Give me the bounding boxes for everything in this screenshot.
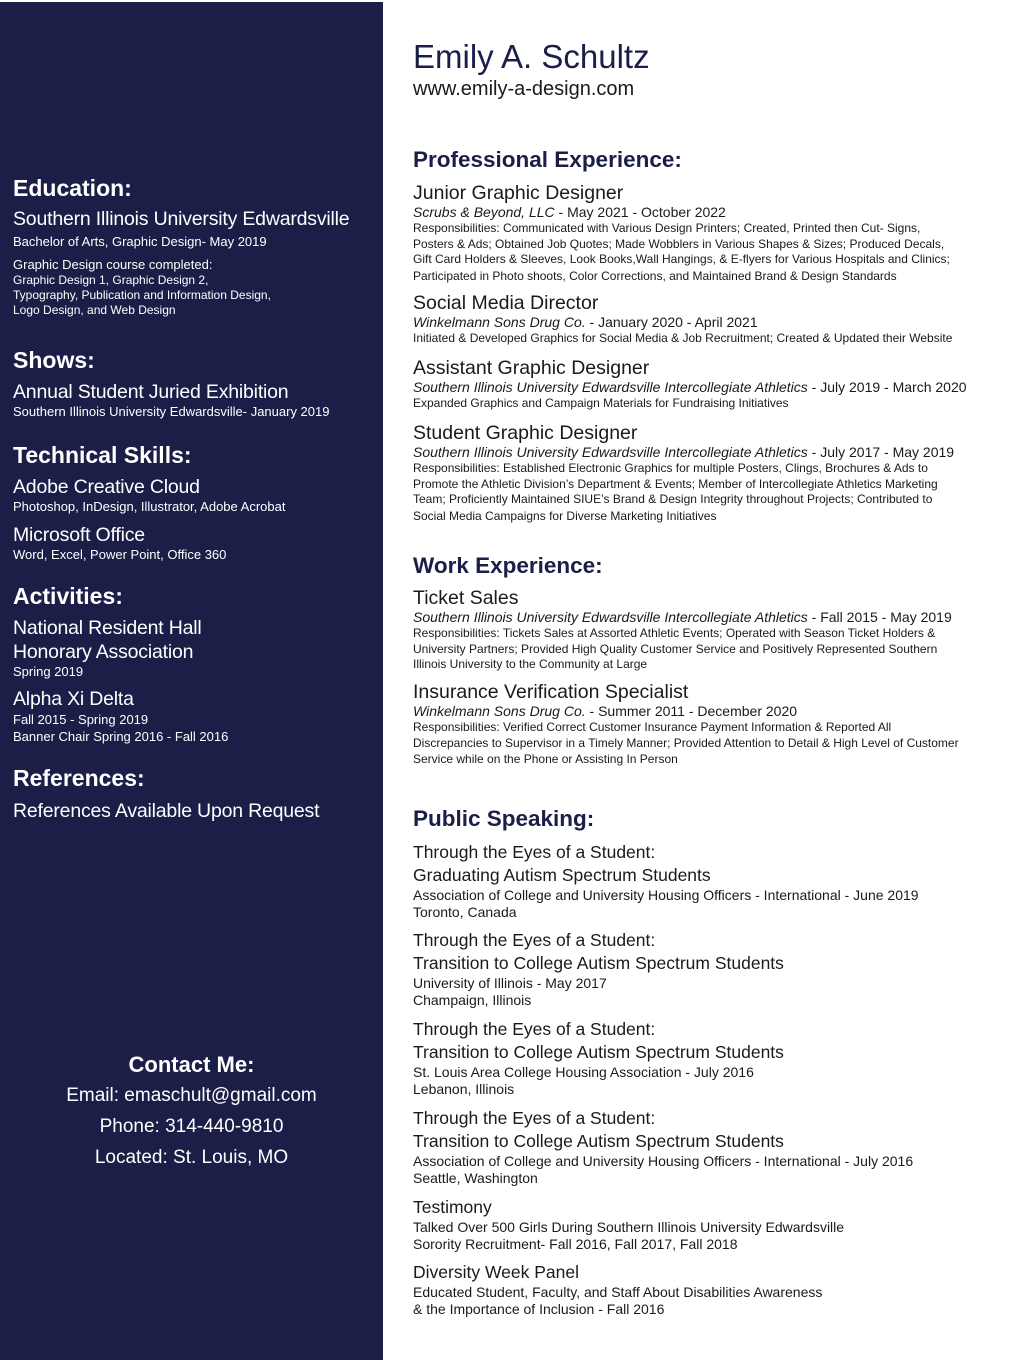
speaking-entry [413,929,1013,1009]
activities-heading: Activities: [13,583,123,609]
job-org: Scrubs & Beyond, LLC [413,204,555,220]
job-dates: - Summer 2011 - December 2020 [585,703,798,719]
professional-heading: Professional Experience: [413,147,682,172]
job-entry [413,358,1013,412]
job-title: Insurance Verification Specialist [413,681,689,703]
education-heading: Education: [13,175,132,201]
job-org: Southern Illinois University Edwardsville Intercollegiate Athletics [413,444,808,460]
speaking-heading: Public Speaking: [413,806,595,831]
skills-heading: Technical Skills: [13,442,192,468]
speaking-detail: University of Illinois - May 2017 [413,975,607,991]
speaking-title: Through the Eyes of a Student: [413,1108,656,1128]
speaking-entry [413,1018,1013,1098]
skill-detail: Photoshop, InDesign, Illustrator, Adobe Acrobat [13,499,286,514]
speaking-title: Graduating Autism Spectrum Students [413,865,711,885]
activity-detail: Fall 2015 - Spring 2019 [13,712,149,727]
job-desc-line: University Partners; Provided High Quality Customer Service and Positively Represented Southern [413,641,938,656]
speaking-title: Through the Eyes of a Student: [413,930,656,950]
activity-detail: Spring 2019 [13,664,84,679]
skill-title: Microsoft Office [13,524,145,546]
education-degree: Bachelor of Arts, Graphic Design- May 2019 [13,234,267,249]
speaking-detail: St. Louis Area College Housing Association - July 2016 [413,1064,754,1080]
job-title: Student Graphic Designer [413,422,638,444]
education-school: Southern Illinois University Edwardsville [13,208,350,230]
job-desc-line: Initiated & Developed Graphics for Social Media & Job Recruitment; Created & Updated their Website [413,331,953,345]
job-org: Southern Illinois University Edwardsville Intercollegiate Athletics [413,379,808,395]
speaking-entry [413,1196,1013,1253]
job-entry [413,588,1013,673]
job-desc-line: Discrepancies to Supervisor in a Timely Manner; Provided Attention to Detail & High Level of Customer [413,735,959,750]
speaking-detail: Educated Student, Faculty, and Staff About Disabilities Awareness [413,1284,823,1300]
job-desc-line: Responsibilities: Tickets Sales at Assorted Athletic Events; Operated with Season Ticket Holders & [413,626,936,640]
references-heading: References: [13,765,145,791]
job-desc-line: Illinois University to the Community at Large [413,657,648,671]
speaking-detail: Association of College and University Housing Officers - International - July 2016 [413,1153,914,1169]
education-courses-line: Graphic Design 1, Graphic Design 2, [13,273,209,287]
speaking-title: Transition to College Autism Spectrum Students [413,953,784,973]
contact-email: Email: emaschult@gmail.com [66,1085,317,1106]
shows-title: Annual Student Juried Exhibition [13,381,289,403]
website-link[interactable]: www.emily-a-design.com [413,78,635,100]
shows-detail: Southern Illinois University Edwardsville- January 2019 [13,404,330,419]
speaking-detail: Sorority Recruitment- Fall 2016, Fall 2017, Fall 2018 [413,1236,738,1252]
speaking-detail: Talked Over 500 Girls During Southern Illinois University Edwardsville [413,1219,845,1235]
job-desc-line: Promote the Athletic Division’s Department & Events; Member of Intercollegiate Athletics Marketing [413,476,938,491]
skill-detail: Word, Excel, Power Point, Office 360 [13,547,227,562]
speaking-detail: Champaign, Illinois [413,992,532,1008]
contact-location: Located: St. Louis, MO [94,1147,289,1168]
job-desc-line: Expanded Graphics and Campaign Materials for Fundraising Initiatives [413,396,789,410]
job-desc-line: Participated in Photo shoots, Color Corrections, and Maintained Brand & Design Standards [413,268,897,283]
job-desc-line: Posters & Ads; Obtained Job Quotes; Made Wobblers in Various Shapes & Sizes; Produced Decals, [413,236,945,251]
job-entry [413,423,1013,524]
sidebar [0,2,383,1360]
activity-title: Honorary Association [13,641,194,663]
skill-title: Adobe Creative Cloud [13,476,200,498]
job-desc-line: Gift Card Holders & Sleeves, Look Books,Wall Hangings, & E-flyers for Various Hospitals and Clinics; [413,252,950,266]
job-desc-line: Responsibilities: Verified Correct Customer Insurance Payment Information & Reported All [413,720,892,734]
shows-heading: Shows: [13,347,95,373]
job-desc-line: Service while on the Phone or Assisting In Person [413,752,678,766]
job-title: Assistant Graphic Designer [413,357,650,379]
job-entry [413,682,1013,768]
job-org: Winkelmann Sons Drug Co. [413,314,586,330]
job-dates: - July 2019 - March 2020 [807,379,967,395]
activity-title: Alpha Xi Delta [13,688,134,710]
job-desc-line: Social Media Campaigns for Diverse Marketing Initiatives [413,508,717,523]
activity-title: National Resident Hall [13,617,202,639]
job-dates: - July 2017 - May 2019 [807,444,955,460]
work-heading: Work Experience: [413,553,603,578]
activity-detail: Banner Chair Spring 2016 - Fall 2016 [13,729,229,744]
speaking-detail: Association of College and University Housing Officers - International - June 2019 [413,887,919,903]
contact-heading: Contact Me: [128,1052,255,1077]
speaking-entry [413,841,1013,921]
job-desc-line: Responsibilities: Established Electronic Graphics for multiple Posters, Clings, Brochures & Ads to [413,461,928,475]
speaking-title: Transition to College Autism Spectrum Students [413,1042,784,1062]
speaking-detail: & the Importance of Inclusion - Fall 2016 [413,1301,665,1317]
speaking-title: Through the Eyes of a Student: [413,1019,656,1039]
job-dates: - January 2020 - April 2021 [585,314,758,330]
speaking-detail: Toronto, Canada [413,904,517,920]
job-dates: - Fall 2015 - May 2019 [807,609,952,625]
speaking-entry [413,1261,1013,1318]
speaking-detail: Lebanon, Illinois [413,1081,515,1097]
job-desc-line: Team; Proficiently Maintained SIUE’s Brand & Design Integrity throughout Projects; Contributed to [413,492,933,506]
job-org: Southern Illinois University Edwardsville Intercollegiate Athletics [413,609,808,625]
speaking-title: Through the Eyes of a Student: [413,842,656,862]
contact-phone: Phone: 314-440-9810 [99,1116,284,1137]
speaking-title: Testimony [413,1197,492,1217]
job-entry [413,293,1013,347]
education-courses-line: Typography, Publication and Information Design, [13,288,271,302]
job-title: Social Media Director [413,292,599,314]
contact-block [0,1050,383,1173]
speaking-title: Transition to College Autism Spectrum Students [413,1131,784,1151]
job-entry [413,183,1013,284]
speaking-title: Diversity Week Panel [413,1262,579,1282]
job-desc-line: Responsibilities: Communicated with Various Design Printers; Created, Printed then Cut- Signs, [413,221,921,235]
education-courses-label: Graphic Design course completed: [13,257,213,272]
resume-name: Emily A. Schultz [413,38,650,75]
job-dates: - May 2021 - October 2022 [554,204,726,220]
education-courses-line: Logo Design, and Web Design [13,303,176,317]
job-title: Junior Graphic Designer [413,182,624,204]
job-title: Ticket Sales [413,587,519,609]
references-text: References Available Upon Request [13,800,320,822]
speaking-entry [413,1107,1013,1187]
speaking-detail: Seattle, Washington [413,1170,538,1186]
job-org: Winkelmann Sons Drug Co. [413,703,586,719]
